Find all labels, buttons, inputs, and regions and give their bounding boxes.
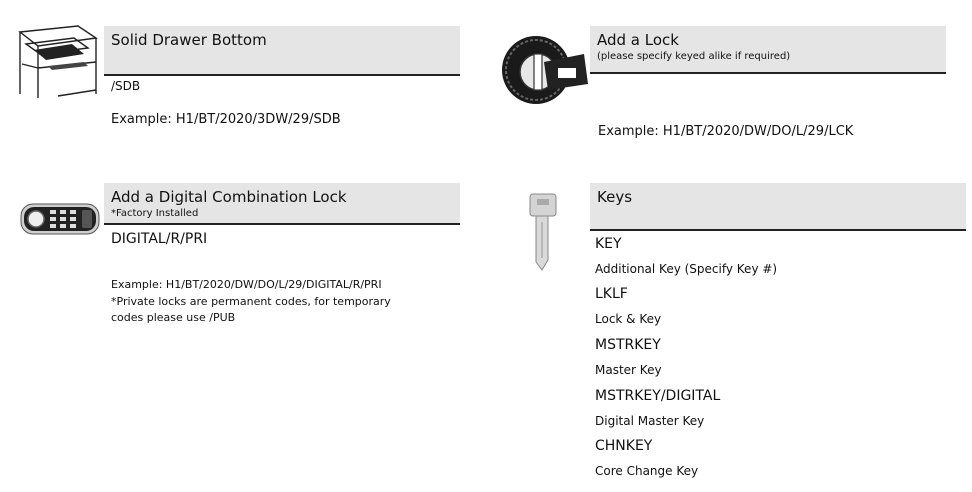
digital-lock-subtitle: *Factory Installed	[111, 208, 199, 219]
key-desc-3: Master Key	[595, 363, 662, 377]
key-image	[528, 192, 558, 272]
lock-image	[500, 26, 590, 112]
key-desc-5: Core Change Key	[595, 464, 699, 478]
digital-lock-title: Add a Digital Combination Lock	[111, 188, 347, 206]
add-lock-header	[590, 26, 946, 74]
key-code-4: MSTRKEY/DIGITAL	[595, 388, 721, 404]
add-lock-example: Example: H1/BT/2020/DW/DO/L/29/LCK	[598, 124, 854, 139]
key-code-2: LKLF	[595, 286, 628, 302]
solid-drawer-code: /SDB	[111, 79, 141, 93]
add-lock-subtitle: (please specify keyed alike if required)	[597, 51, 791, 62]
keys-section	[490, 170, 972, 492]
digital-lock-code: DIGITAL/R/PRI	[111, 231, 208, 247]
solid-drawer-example: Example: H1/BT/2020/3DW/29/SDB	[111, 112, 341, 127]
key-desc-1: Additional Key (Specify Key #)	[595, 262, 778, 276]
digital-lock-example: Example: H1/BT/2020/DW/DO/L/29/DIGITAL/R/PRI	[111, 278, 382, 291]
keys-title: Keys	[597, 188, 633, 206]
digital-lock-image	[20, 202, 100, 236]
digital-lock-section	[0, 170, 470, 492]
add-lock-section	[490, 0, 972, 170]
key-desc-4: Digital Master Key	[595, 414, 705, 428]
solid-drawer-header	[104, 26, 460, 76]
key-desc-2: Lock & Key	[595, 312, 662, 326]
add-lock-title: Add a Lock	[597, 31, 679, 49]
key-code-5: CHNKEY	[595, 438, 653, 454]
key-code-3: MSTRKEY	[595, 337, 661, 353]
solid-drawer-title: Solid Drawer Bottom	[111, 31, 267, 49]
keys-header	[590, 183, 966, 231]
digital-lock-note-line1: *Private locks are permanent codes, for temporary	[111, 295, 391, 308]
key-code-1: KEY	[595, 236, 622, 252]
solid-drawer-section	[0, 0, 470, 170]
digital-lock-note-line2: codes please use /PUB	[111, 311, 236, 324]
drawer-bottom-image	[18, 24, 98, 98]
digital-lock-header	[104, 183, 460, 225]
